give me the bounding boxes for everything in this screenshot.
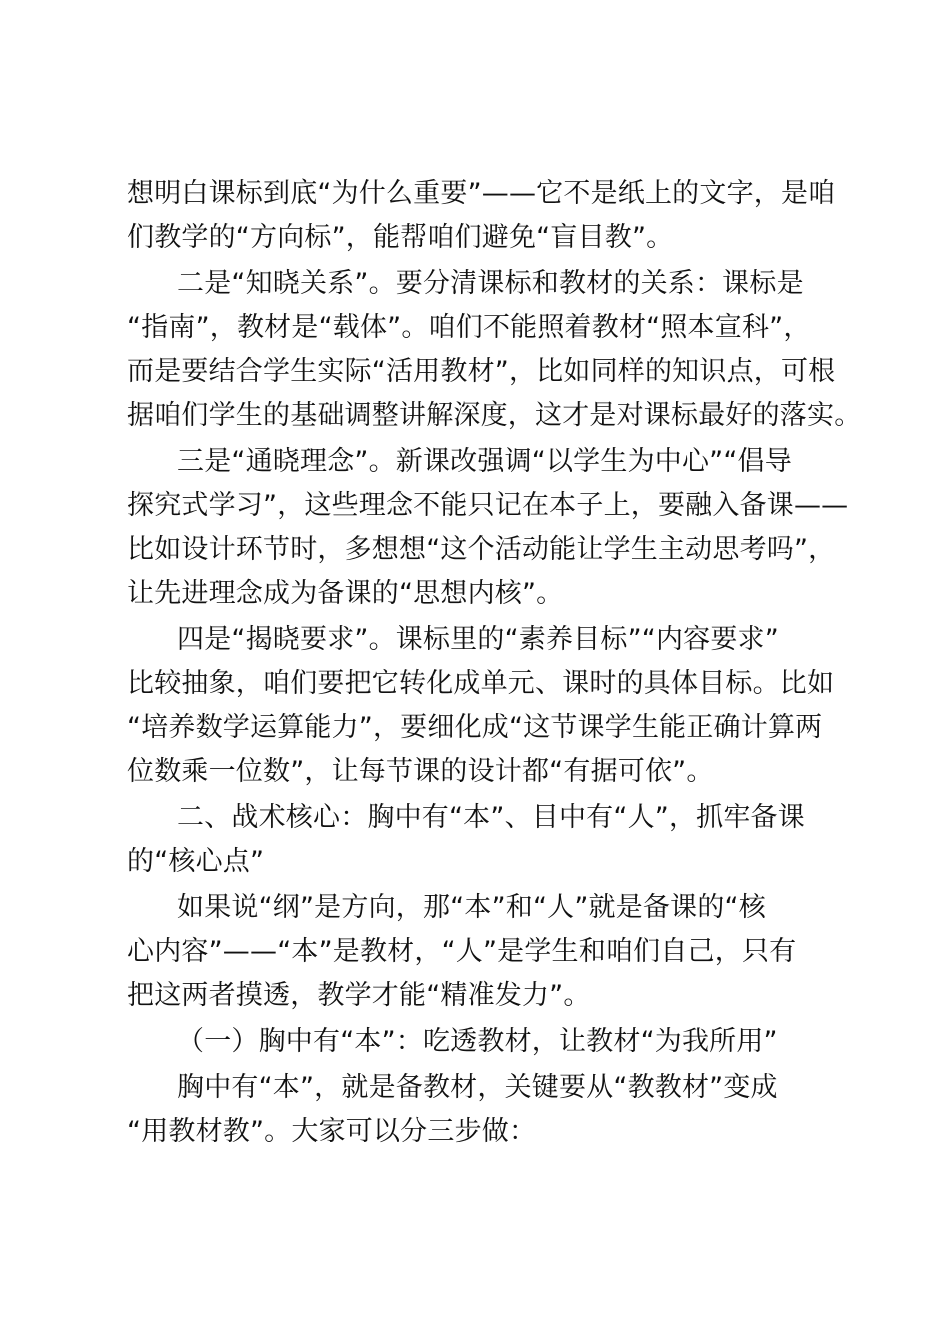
subsection-heading: （一）胸中有“本”：吃透教材，让教材“为我所用” (177, 1026, 778, 1057)
text-line: 比如设计环节时，多想想“这个活动能让学生主动思考吗”， (127, 534, 836, 565)
paragraph-first-line: 二是“知晓关系”。要分清课标和教材的关系：课标是 (177, 268, 804, 299)
section-heading-continued: 的“核心点” (127, 846, 265, 877)
section-heading: 二、战术核心：胸中有“本”、目中有“人”，抓牢备课 (177, 802, 805, 833)
text-line: “指南”，教材是“载体”。咱们不能照着教材“照本宣科”， (127, 312, 811, 343)
text-line: 探究式学习”，这些理念不能只记在本子上，要融入备课—— (127, 490, 849, 521)
paragraph-first-line: 三是“通晓理念”。新课改强调“以学生为中心”“倡导 (177, 446, 792, 477)
text-line: 心内容”——“本”是教材，“人”是学生和咱们自己，只有 (127, 936, 797, 967)
text-line: “用教材教”。大家可以分三步做： (127, 1116, 537, 1147)
text-line: 位数乘一位数”，让每节课的设计都“有据可依”。 (127, 756, 714, 787)
text-line: 们教学的“方向标”，能帮咱们避免“盲目教”。 (127, 222, 674, 253)
paragraph-first-line: 四是“揭晓要求”。课标里的“素养目标”“内容要求” (177, 624, 779, 655)
text-line: “培养数学运算能力”，要细化成“这节课学生能正确计算两 (127, 712, 823, 743)
text-line: 比较抽象，咱们要把它转化成单元、课时的具体目标。比如 (127, 668, 835, 699)
paragraph-first-line: 胸中有“本”，就是备教材，关键要从“教教材”变成 (177, 1072, 778, 1103)
text-line: 让先进理念成为备课的“思想内核”。 (127, 578, 564, 609)
text-line: 而是要结合学生实际“活用教材”，比如同样的知识点，可根 (127, 356, 836, 387)
text-line: 据咱们学生的基础调整讲解深度，这才是对课标最好的落实。 (127, 400, 862, 431)
text-line: 把这两者摸透，教学才能“精准发力”。 (127, 980, 591, 1011)
paragraph-first-line: 如果说“纲”是方向，那“本”和“人”就是备课的“核 (177, 892, 766, 923)
text-line: 想明白课标到底“为什么重要”——它不是纸上的文字，是咱 (127, 178, 836, 209)
